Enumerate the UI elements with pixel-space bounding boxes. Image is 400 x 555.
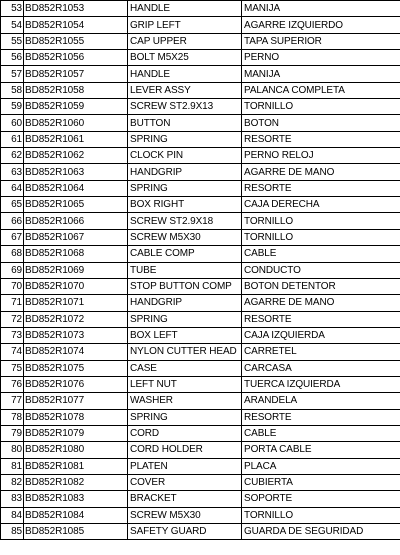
table-row xyxy=(1,197,400,213)
item-number-cell: 74 xyxy=(1,344,24,360)
part-code-cell: BD852R1060 xyxy=(24,115,128,131)
item-number-cell: 77 xyxy=(1,393,24,409)
table-row xyxy=(1,295,400,311)
description-spanish-cell: AGARRE DE MANO xyxy=(242,295,400,311)
item-number-cell: 65 xyxy=(1,197,24,213)
description-english-cell: HANDGRIP xyxy=(128,295,242,311)
table-row xyxy=(1,474,400,490)
part-code-cell: BD852R1067 xyxy=(24,229,128,245)
item-number-cell: 68 xyxy=(1,246,24,262)
description-spanish-cell: TUERCA IZQUIERDA xyxy=(242,376,400,392)
table-row xyxy=(1,458,400,474)
table-row xyxy=(1,376,400,392)
description-spanish-cell: PALANCA COMPLETA xyxy=(242,82,400,98)
table-row xyxy=(1,442,400,458)
part-code-cell: BD852R1057 xyxy=(24,66,128,82)
part-code-cell: BD852R1059 xyxy=(24,99,128,115)
description-spanish-cell: AGARRE IZQUIERDO xyxy=(242,17,400,33)
table-row xyxy=(1,344,400,360)
description-english-cell: HANDLE xyxy=(128,1,242,17)
item-number-cell: 69 xyxy=(1,262,24,278)
table-row xyxy=(1,213,400,229)
table-row xyxy=(1,425,400,441)
item-number-cell: 78 xyxy=(1,409,24,425)
description-spanish-cell: TORNILLO xyxy=(242,507,400,523)
part-code-cell: BD852R1082 xyxy=(24,474,128,490)
description-english-cell: LEFT NUT xyxy=(128,376,242,392)
table-row xyxy=(1,17,400,33)
item-number-cell: 70 xyxy=(1,278,24,294)
description-spanish-cell: ARANDELA xyxy=(242,393,400,409)
description-english-cell: BOLT M5X25 xyxy=(128,50,242,66)
description-spanish-cell: RESORTE xyxy=(242,180,400,196)
table-row xyxy=(1,246,400,262)
item-number-cell: 58 xyxy=(1,82,24,98)
table-row xyxy=(1,33,400,49)
table-row xyxy=(1,1,400,17)
part-code-cell: BD852R1066 xyxy=(24,213,128,229)
table-row xyxy=(1,327,400,343)
description-english-cell: CASE xyxy=(128,360,242,376)
part-code-cell: BD852R1078 xyxy=(24,409,128,425)
item-number-cell: 81 xyxy=(1,458,24,474)
item-number-cell: 75 xyxy=(1,360,24,376)
item-number-cell: 62 xyxy=(1,148,24,164)
item-number-cell: 73 xyxy=(1,327,24,343)
description-english-cell: CORD xyxy=(128,425,242,441)
item-number-cell: 71 xyxy=(1,295,24,311)
description-spanish-cell: MANIJA xyxy=(242,1,400,17)
item-number-cell: 80 xyxy=(1,442,24,458)
table-row xyxy=(1,393,400,409)
part-code-cell: BD852R1083 xyxy=(24,491,128,507)
table-row xyxy=(1,311,400,327)
description-english-cell: BOX RIGHT xyxy=(128,197,242,213)
part-code-cell: BD852R1053 xyxy=(24,1,128,17)
description-spanish-cell: CABLE xyxy=(242,246,400,262)
description-english-cell: GRIP LEFT xyxy=(128,17,242,33)
part-code-cell: BD852R1084 xyxy=(24,507,128,523)
description-english-cell: BRACKET xyxy=(128,491,242,507)
parts-table-body xyxy=(1,1,400,540)
description-english-cell: CAP UPPER xyxy=(128,33,242,49)
table-row xyxy=(1,82,400,98)
description-english-cell: BOX LEFT xyxy=(128,327,242,343)
item-number-cell: 55 xyxy=(1,33,24,49)
table-row xyxy=(1,409,400,425)
part-code-cell: BD852R1085 xyxy=(24,524,128,540)
table-row xyxy=(1,164,400,180)
description-spanish-cell: PERNO RELOJ xyxy=(242,148,400,164)
description-spanish-cell: GUARDA DE SEGURIDAD xyxy=(242,524,400,540)
item-number-cell: 82 xyxy=(1,474,24,490)
item-number-cell: 64 xyxy=(1,180,24,196)
part-code-cell: BD852R1055 xyxy=(24,33,128,49)
part-code-cell: BD852R1065 xyxy=(24,197,128,213)
description-spanish-cell: CAJA DERECHA xyxy=(242,197,400,213)
description-english-cell: SPRING xyxy=(128,180,242,196)
part-code-cell: BD852R1081 xyxy=(24,458,128,474)
part-code-cell: BD852R1062 xyxy=(24,148,128,164)
part-code-cell: BD852R1073 xyxy=(24,327,128,343)
item-number-cell: 57 xyxy=(1,66,24,82)
description-english-cell: COVER xyxy=(128,474,242,490)
description-english-cell: STOP BUTTON COMP xyxy=(128,278,242,294)
description-spanish-cell: MANIJA xyxy=(242,66,400,82)
description-spanish-cell: RESORTE xyxy=(242,131,400,147)
part-code-cell: BD852R1077 xyxy=(24,393,128,409)
description-spanish-cell: TORNILLO xyxy=(242,213,400,229)
table-row xyxy=(1,131,400,147)
table-row xyxy=(1,99,400,115)
part-code-cell: BD852R1075 xyxy=(24,360,128,376)
description-spanish-cell: PORTA CABLE xyxy=(242,442,400,458)
description-spanish-cell: CUBIERTA xyxy=(242,474,400,490)
part-code-cell: BD852R1058 xyxy=(24,82,128,98)
part-code-cell: BD852R1076 xyxy=(24,376,128,392)
description-english-cell: SAFETY GUARD xyxy=(128,524,242,540)
table-row xyxy=(1,229,400,245)
description-spanish-cell: PERNO xyxy=(242,50,400,66)
description-spanish-cell: TORNILLO xyxy=(242,99,400,115)
item-number-cell: 76 xyxy=(1,376,24,392)
description-english-cell: TUBE xyxy=(128,262,242,278)
part-code-cell: BD852R1069 xyxy=(24,262,128,278)
table-row xyxy=(1,115,400,131)
part-code-cell: BD852R1080 xyxy=(24,442,128,458)
part-code-cell: BD852R1071 xyxy=(24,295,128,311)
description-spanish-cell: CABLE xyxy=(242,425,400,441)
description-english-cell: WASHER xyxy=(128,393,242,409)
table-row xyxy=(1,148,400,164)
table-row xyxy=(1,50,400,66)
description-spanish-cell: BOTON DETENTOR xyxy=(242,278,400,294)
part-code-cell: BD852R1054 xyxy=(24,17,128,33)
description-spanish-cell: TAPA SUPERIOR xyxy=(242,33,400,49)
item-number-cell: 84 xyxy=(1,507,24,523)
description-spanish-cell: CAJA IZQUIERDA xyxy=(242,327,400,343)
item-number-cell: 83 xyxy=(1,491,24,507)
item-number-cell: 59 xyxy=(1,99,24,115)
item-number-cell: 63 xyxy=(1,164,24,180)
table-row xyxy=(1,278,400,294)
description-english-cell: SPRING xyxy=(128,131,242,147)
part-code-cell: BD852R1079 xyxy=(24,425,128,441)
part-code-cell: BD852R1064 xyxy=(24,180,128,196)
item-number-cell: 66 xyxy=(1,213,24,229)
description-english-cell: NYLON CUTTER HEAD xyxy=(128,344,242,360)
description-english-cell: SPRING xyxy=(128,409,242,425)
description-english-cell: HANDGRIP xyxy=(128,164,242,180)
description-english-cell: SCREW ST2.9X13 xyxy=(128,99,242,115)
description-spanish-cell: BOTON xyxy=(242,115,400,131)
part-code-cell: BD852R1072 xyxy=(24,311,128,327)
item-number-cell: 72 xyxy=(1,311,24,327)
description-english-cell: PLATEN xyxy=(128,458,242,474)
description-english-cell: SCREW ST2.9X18 xyxy=(128,213,242,229)
item-number-cell: 67 xyxy=(1,229,24,245)
description-spanish-cell: CARCASA xyxy=(242,360,400,376)
description-spanish-cell: CONDUCTO xyxy=(242,262,400,278)
item-number-cell: 54 xyxy=(1,17,24,33)
description-spanish-cell: SOPORTE xyxy=(242,491,400,507)
part-code-cell: BD852R1074 xyxy=(24,344,128,360)
part-code-cell: BD852R1070 xyxy=(24,278,128,294)
part-code-cell: BD852R1056 xyxy=(24,50,128,66)
part-code-cell: BD852R1068 xyxy=(24,246,128,262)
item-number-cell: 79 xyxy=(1,425,24,441)
description-english-cell: CORD HOLDER xyxy=(128,442,242,458)
description-english-cell: HANDLE xyxy=(128,66,242,82)
table-row xyxy=(1,524,400,540)
description-english-cell: SPRING xyxy=(128,311,242,327)
table-row xyxy=(1,507,400,523)
table-row xyxy=(1,262,400,278)
table-row xyxy=(1,180,400,196)
table-row xyxy=(1,66,400,82)
description-spanish-cell: RESORTE xyxy=(242,311,400,327)
description-english-cell: CABLE COMP xyxy=(128,246,242,262)
description-spanish-cell: AGARRE DE MANO xyxy=(242,164,400,180)
description-spanish-cell: CARRETEL xyxy=(242,344,400,360)
table-row xyxy=(1,491,400,507)
description-english-cell: BUTTON xyxy=(128,115,242,131)
description-spanish-cell: TORNILLO xyxy=(242,229,400,245)
part-code-cell: BD852R1063 xyxy=(24,164,128,180)
table-row xyxy=(1,360,400,376)
part-code-cell: BD852R1061 xyxy=(24,131,128,147)
description-english-cell: SCREW M5X30 xyxy=(128,229,242,245)
item-number-cell: 53 xyxy=(1,1,24,17)
description-english-cell: LEVER ASSY xyxy=(128,82,242,98)
description-english-cell: CLOCK PIN xyxy=(128,148,242,164)
item-number-cell: 60 xyxy=(1,115,24,131)
item-number-cell: 85 xyxy=(1,524,24,540)
description-spanish-cell: PLACA xyxy=(242,458,400,474)
description-english-cell: SCREW M5X30 xyxy=(128,507,242,523)
item-number-cell: 56 xyxy=(1,50,24,66)
item-number-cell: 61 xyxy=(1,131,24,147)
description-spanish-cell: RESORTE xyxy=(242,409,400,425)
